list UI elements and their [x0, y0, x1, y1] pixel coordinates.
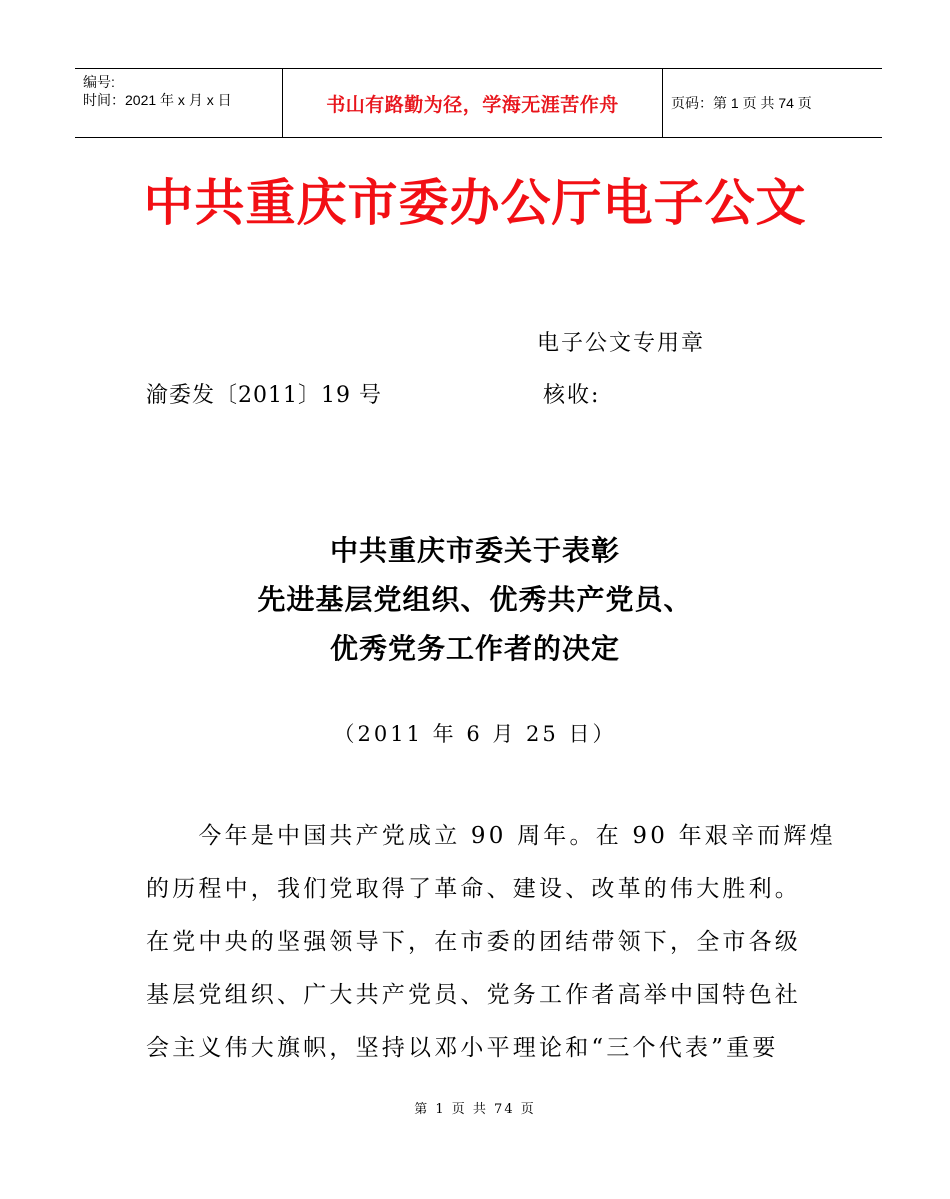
check-label: 核收:: [543, 383, 601, 408]
seal-label: 电子公文专用章: [537, 331, 706, 356]
document-title-line: 中共重庆市委关于表彰: [329, 534, 620, 567]
body-line: 会主义伟大旗帜，坚持以邓小平理论和“三个代表”重要: [146, 1035, 779, 1061]
time-label: 时间：2021 年 x 月 x 日: [83, 92, 232, 108]
number-label: 编号:: [83, 74, 115, 90]
header-meta-cell: [75, 69, 283, 137]
body-line: 今年是中国共产党成立 90 周年。在 90 年艰辛而辉煌: [146, 823, 836, 849]
header-page-info: 页码：第 1 页 共 74 页: [671, 95, 812, 111]
document-title-line: 先进基层党组织、优秀共产党员、: [257, 583, 693, 616]
document-title-line: 优秀党务工作者的决定: [329, 632, 620, 665]
document-number: 渝委发〔2011〕19 号: [146, 383, 382, 408]
body-line: 基层党组织、广大共产党员、党务工作者高举中国特色社: [146, 982, 801, 1008]
body-line: 的历程中，我们党取得了革命、建设、改革的伟大胜利。: [146, 876, 801, 902]
main-title: 中共重庆市委办公厅电子公文: [143, 174, 807, 232]
body-paragraph: [146, 810, 836, 1075]
document-header-table: [75, 68, 882, 138]
body-line: 在党中央的坚强领导下，在市委的团结带领下，全市各级: [146, 929, 801, 955]
page-footer: 第 1 页 共 74 页: [414, 1102, 536, 1117]
document-date: （2011 年 6 月 25 日）: [333, 722, 617, 746]
header-motto: 书山有路勤为径，学海无涯苦作舟: [283, 69, 663, 137]
document-title: [0, 526, 950, 673]
